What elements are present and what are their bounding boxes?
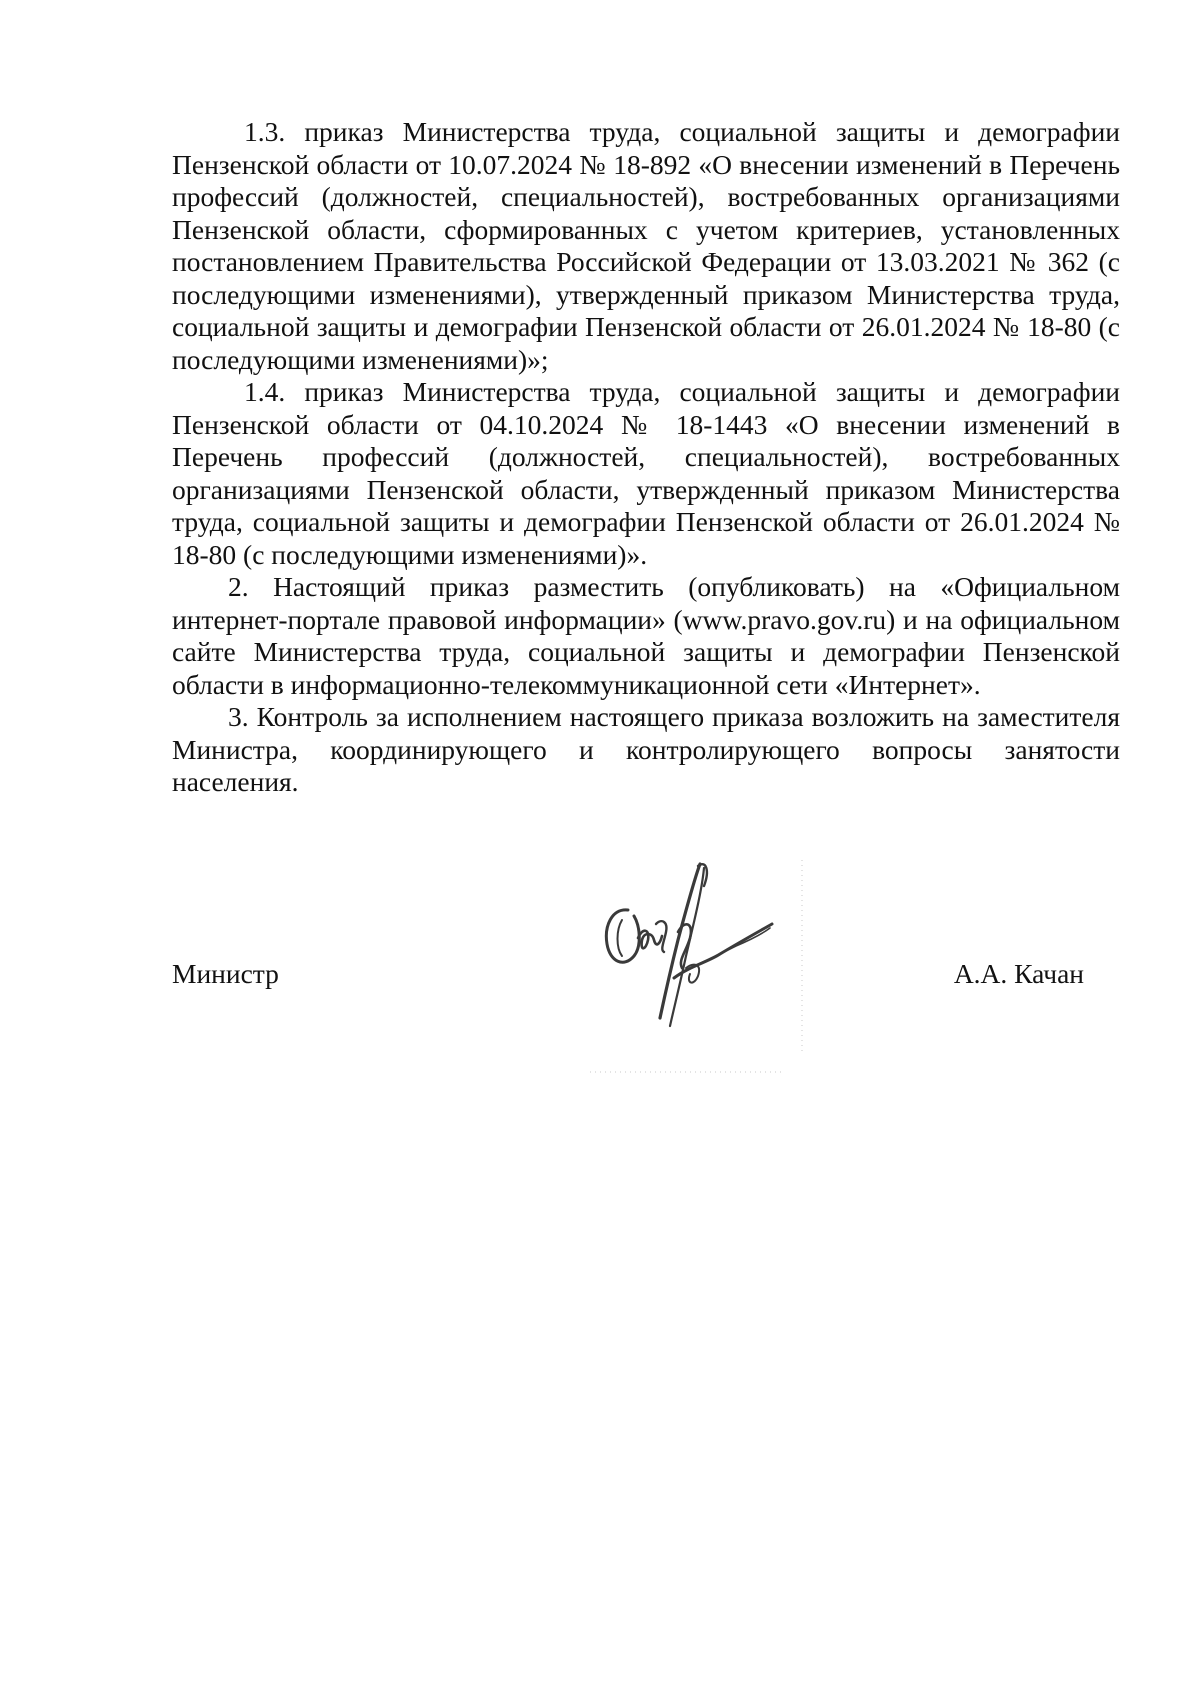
handwritten-signature-icon: [590, 860, 805, 1075]
document-body: [172, 116, 1120, 799]
paragraph-2: 2. Настоящий приказ разместить (опубликовать) на «Официальном интернет-портале правовой информации» (www.pravo.gov.ru) и на официальном сайте Министерства труда, социальной защиты и демографии Пензенской области в информационно-телекоммуникационной сети «Интернет».: [172, 571, 1120, 700]
signatory-position: Министр: [172, 958, 279, 989]
signatory-name: А.А. Качан: [953, 958, 1084, 989]
paragraph-1-4: 1.4. приказ Министерства труда, социальной защиты и демографии Пензенской области от 04.10.2024 № 18-1443 «О внесении изменений в Перечень профессий (должностей, специальностей), востребованных организациями Пензенской области, утвержденный приказом Министерства труда, социальной защиты и демографии Пензенской области от 26.01.2024 № 18-80 (с последующими изменениями)».: [172, 376, 1120, 570]
paragraph-1-3: 1.3. приказ Министерства труда, социальной защиты и демографии Пензенской области от 10.07.2024 № 18-892 «О внесении изменений в Перечень профессий (должностей, специальностей), востребованных организациями Пензенской области, сформированных с учетом критериев, установленных постановлением Правительства Российской Федерации от 13.03.2021 № 362 (с последующими изменениями), утвержденный приказом Министерства труда, социальной защиты и демографии Пензенской области от 26.01.2024 № 18-80 (с последующими изменениями)»;: [172, 116, 1120, 375]
paragraph-3: 3. Контроль за исполнением настоящего приказа возложить на заместителя Министра, координирующего и контролирующего вопросы занятости населения.: [172, 701, 1120, 797]
